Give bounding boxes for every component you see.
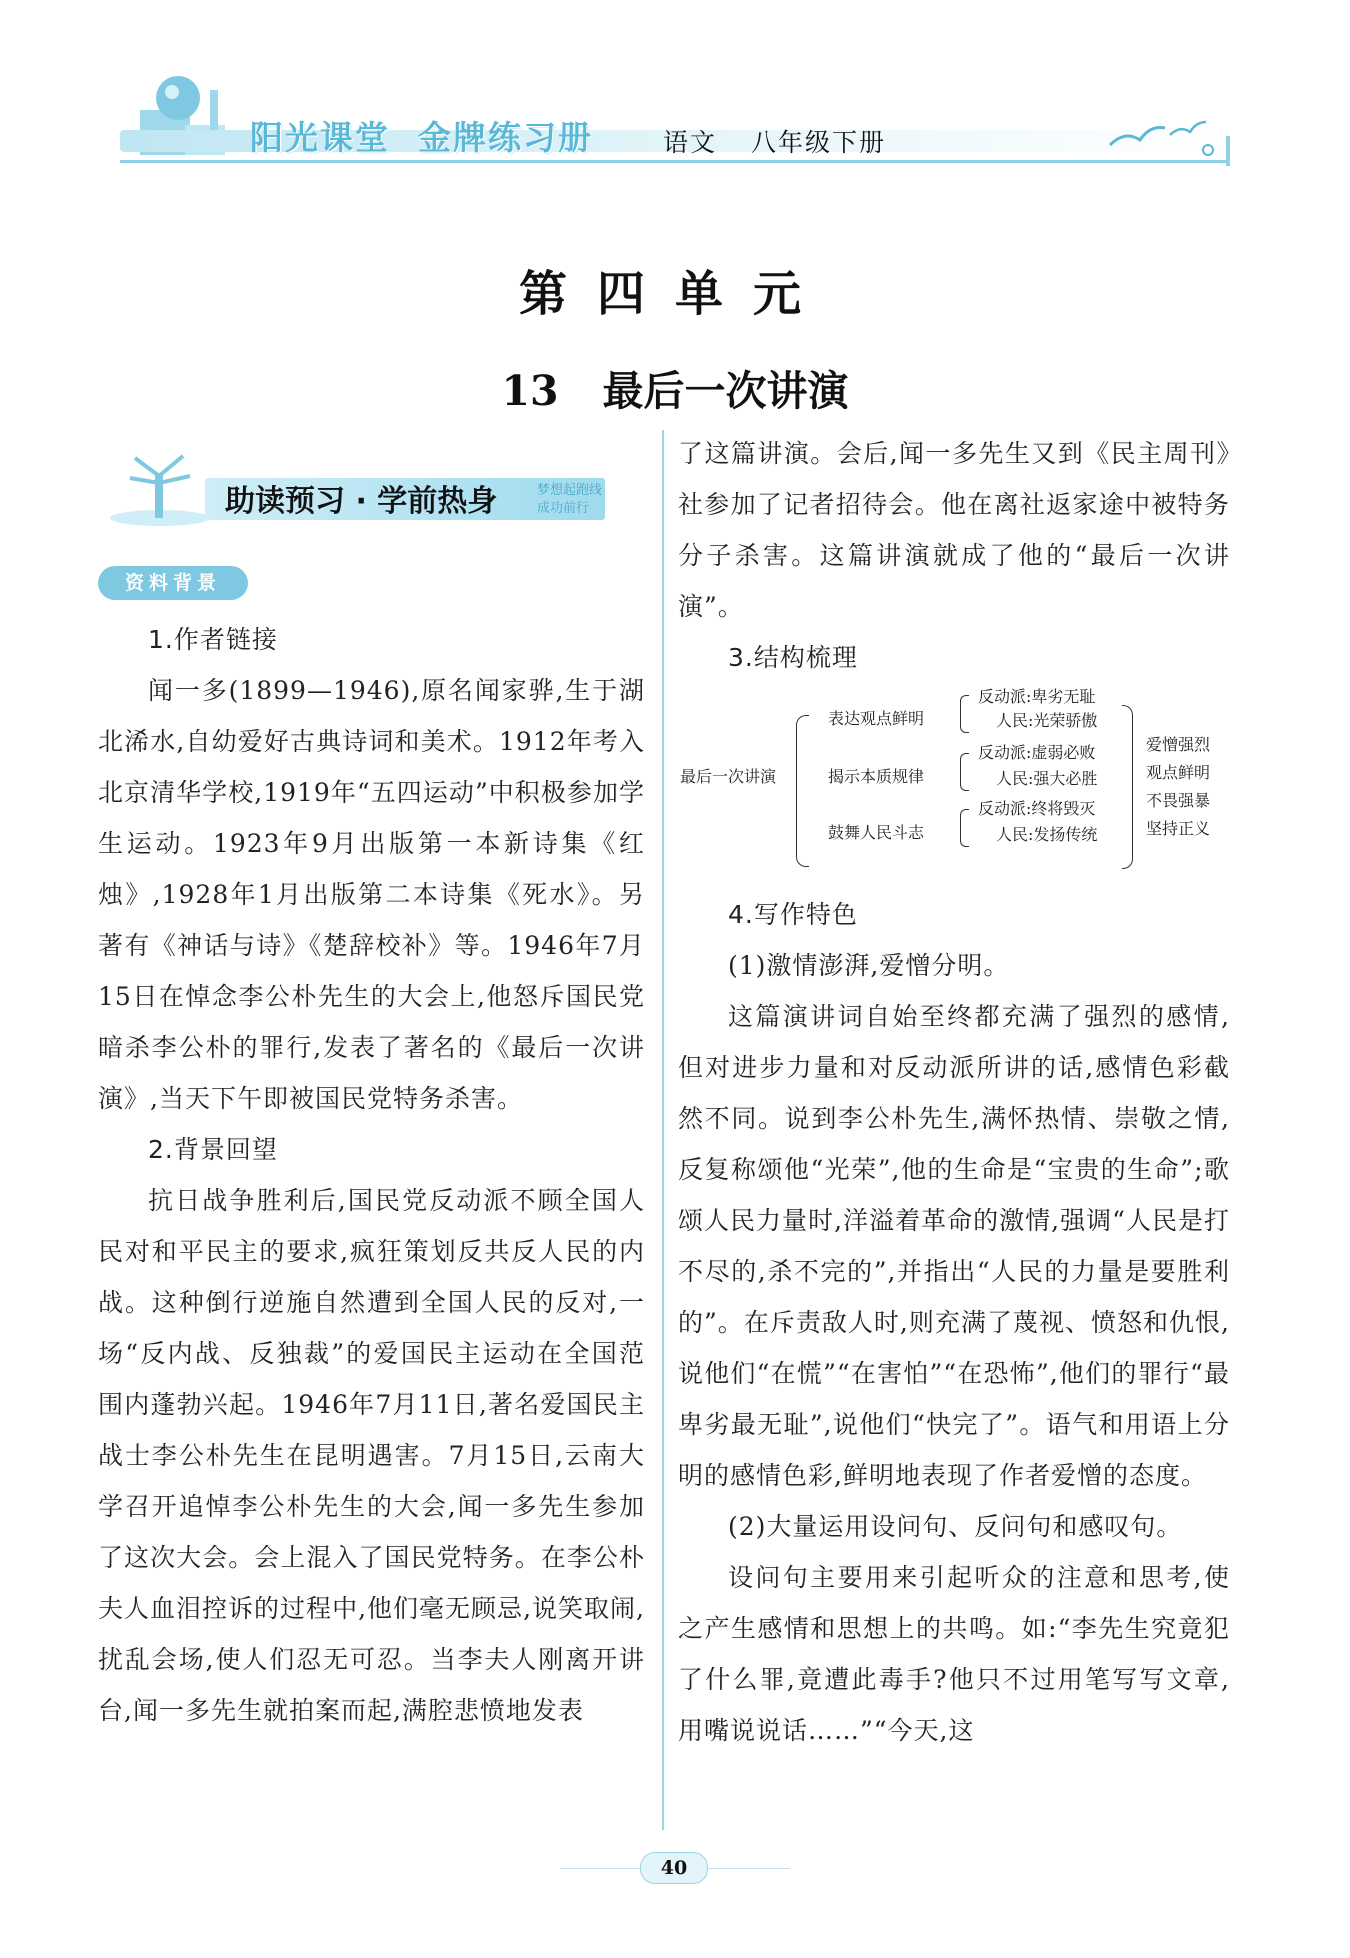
diagram-conclusion: 不畏强暴 xyxy=(1146,791,1211,810)
brand-left: 阳光课堂 xyxy=(250,118,390,157)
diagram-leaf: 人民:发扬传统 xyxy=(996,825,1098,844)
page-header xyxy=(100,60,1230,170)
subject: 语文 xyxy=(663,128,718,157)
feature-2-title: (2)大量运用设问句、反问句和感叹句。 xyxy=(728,1512,1183,1541)
diagram-leaf: 反动派:虚弱必败 xyxy=(978,743,1096,762)
tree-icon xyxy=(105,448,215,528)
diagram-brace-sub xyxy=(960,695,969,733)
feature-1-title: (1)激情澎湃,爱憎分明。 xyxy=(728,951,1010,980)
diagram-conclusion: 观点鲜明 xyxy=(1146,763,1211,782)
heading-structure: 3.结构梳理 xyxy=(728,643,858,672)
heading-author: 1.作者链接 xyxy=(148,625,278,654)
heading-background: 2.背景回望 xyxy=(148,1135,278,1164)
banner-slogan-2: 成功前行 xyxy=(537,501,590,516)
section-banner xyxy=(105,448,640,528)
diagram-leaf: 人民:光荣骄傲 xyxy=(996,711,1098,730)
column-divider xyxy=(662,430,664,1830)
paragraph-feature-1: 这篇演讲词自始至终都充满了强烈的感情,但对进步力量和对反动派所讲的话,感情色彩截然不同。说到李公朴先生,满怀热情、崇敬之情,反复称颂他“光荣”,他的生命是“宝贵的生命”;歌颂人民力量时,洋溢着革命的激情,强调“人民是打不尽的,杀不完的”,并指出“人民的力量是要胜利的”。在斥责敌人时,则充满了蔑视、愤怒和仇恨,说他们“在慌”“在害怕”“在恐怖”,他们的罪行“最卑劣最无耻”,说他们“快完了”。语气和用语上分明的感情色彩,鲜明地表现了作者爱憎的态度。 xyxy=(678,1002,1230,1490)
header-rule-end xyxy=(1226,136,1230,166)
unit-title: 第四单元 xyxy=(518,266,831,322)
lesson-number: 13 xyxy=(501,367,559,415)
lesson-name: 最后一次讲演 xyxy=(602,367,849,415)
paragraph-continued: 了这篇讲演。会后,闻一多先生又到《民主周刊》社参加了记者招待会。他在离社返家途中被特务分子杀害。这篇讲演就成了他的“最后一次讲演”。 xyxy=(678,439,1230,621)
structure-diagram xyxy=(678,687,1230,883)
birds-icon xyxy=(1100,100,1220,160)
brand-right: 金牌练习册 xyxy=(418,118,593,157)
paragraph-feature-2: 设问句主要用来引起听众的注意和思考,使之产生感情和思想上的共鸣。如:“李先生究竟犯了什么罪,竟遭此毒手?他只不过用笔写写文章,用嘴说说话……”“今天,这 xyxy=(678,1563,1230,1745)
header-rule xyxy=(120,160,1230,163)
grade: 八年级下册 xyxy=(751,128,887,157)
diagram-branch: 揭示本质规律 xyxy=(828,767,925,786)
diagram-brace-sub xyxy=(960,809,969,847)
diagram-conclusion: 爱憎强烈 xyxy=(1146,735,1211,754)
diagram-leaf: 人民:强大必胜 xyxy=(996,769,1098,788)
left-column xyxy=(98,614,645,1736)
paragraph-background: 抗日战争胜利后,国民党反动派不顾全国人民对和平民主的要求,疯狂策划反共反人民的内战。这种倒行逆施自然遭到全国人民的反对,一场“反内战、反独裁”的爱国民主运动在全国范围内蓬勃兴起。1946年7月11日,著名爱国民主战士李公朴先生在昆明遇害。7月15日,云南大学召开追悼李公朴先生的大会,闻一多先生参加了这次大会。会上混入了国民党特务。在李公朴夫人血泪控诉的过程中,他们毫无顾忌,说笑取闹,扰乱会场,使人们忍无可忍。当李夫人刚离开讲台,闻一多先生就拍案而起,满腔悲愤地发表 xyxy=(98,1186,645,1725)
diagram-brace-sub xyxy=(960,753,969,791)
diagram-root: 最后一次讲演 xyxy=(680,767,777,786)
right-column xyxy=(678,428,1230,1756)
page-number: 40 xyxy=(640,1852,708,1884)
diagram-branch: 鼓舞人民斗志 xyxy=(828,823,925,842)
diagram-conclusion: 坚持正义 xyxy=(1146,819,1211,838)
diagram-brace-right xyxy=(1122,705,1133,869)
diagram-branch: 表达观点鲜明 xyxy=(828,709,925,728)
banner-slogan-1: 梦想起跑线 xyxy=(537,483,603,498)
diagram-brace-main xyxy=(796,715,809,867)
lesson-title xyxy=(0,358,1350,417)
paragraph-author: 闻一多(1899—1946),原名闻家骅,生于湖北浠水,自幼爱好古典诗词和美术。1912年考入北京清华学校,1919年“五四运动”中积极参加学生运动。1923年9月出版第一本新诗集《红烛》,1928年1月出版第二本诗集《死水》。另著有《神话与诗》《楚辞校补》等。1946年7月15日在悼念李公朴先生的大会上,他怒斥国民党暗杀李公朴的罪行,发表了著名的《最后一次讲演》,当天下午即被国民党特务杀害。 xyxy=(98,676,645,1113)
subject-grade xyxy=(663,123,920,159)
banner-slogan xyxy=(537,482,602,518)
diagram-leaf: 反动派:卑劣无耻 xyxy=(978,687,1096,706)
heading-features: 4.写作特色 xyxy=(728,900,858,929)
diagram-leaf: 反动派:终将毁灭 xyxy=(978,799,1096,818)
brand-title xyxy=(250,112,621,159)
section-tag: 资料背景 xyxy=(98,566,248,600)
banner-title: 助读预习 · 学前热身 xyxy=(225,484,498,519)
